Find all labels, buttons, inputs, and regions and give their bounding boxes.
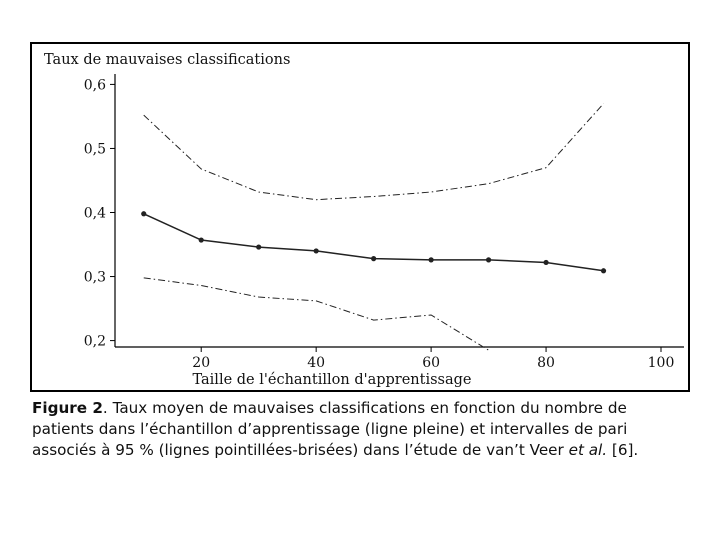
y-tick-label: 0,3 <box>83 269 106 286</box>
x-tick-label: 60 <box>422 355 441 371</box>
y-tick-label: 0,4 <box>83 205 106 222</box>
x-tick-label: 20 <box>192 355 211 371</box>
data-point-mean <box>543 260 548 265</box>
y-tick-label: 0,2 <box>83 333 106 350</box>
series-line-upper <box>144 104 604 200</box>
series-line-mean <box>144 214 604 271</box>
x-tick-label: 40 <box>307 355 326 371</box>
data-point-mean <box>371 256 376 261</box>
figure-caption <box>32 398 692 461</box>
caption-text-1: . Taux moyen de mauvaises classifications en fonction du nombre de patients dans l’échantillon d’apprentissage (ligne pleine) et intervalles de pari associés à 95 % (lignes pointillées-brisées) dans l’étude de van’t Veer <box>32 399 628 459</box>
data-point-mean <box>141 211 146 216</box>
data-point-mean <box>486 257 491 262</box>
x-tick-label: 80 <box>537 355 555 371</box>
data-point-mean <box>199 237 204 242</box>
y-tick-label: 0,5 <box>83 141 106 158</box>
series-line-lower <box>144 278 489 350</box>
figure-frame <box>30 42 690 392</box>
x-tick-label: 100 <box>647 355 675 371</box>
chart <box>32 44 688 390</box>
data-point-mean <box>601 268 606 273</box>
data-point-mean <box>429 257 434 262</box>
chart-title: Taux de mauvaises classifications <box>44 52 291 68</box>
caption-label: Figure 2 <box>32 399 103 417</box>
caption-etal: et al. <box>568 441 608 459</box>
axes <box>84 74 684 371</box>
x-axis-label: Taille de l'échantillon d'apprentissage <box>192 372 472 388</box>
data-point-mean <box>256 244 261 249</box>
caption-text-2: [6]. <box>607 441 639 459</box>
data-point-mean <box>314 248 319 253</box>
y-tick-label: 0,6 <box>83 77 106 94</box>
series-layer <box>141 104 606 351</box>
